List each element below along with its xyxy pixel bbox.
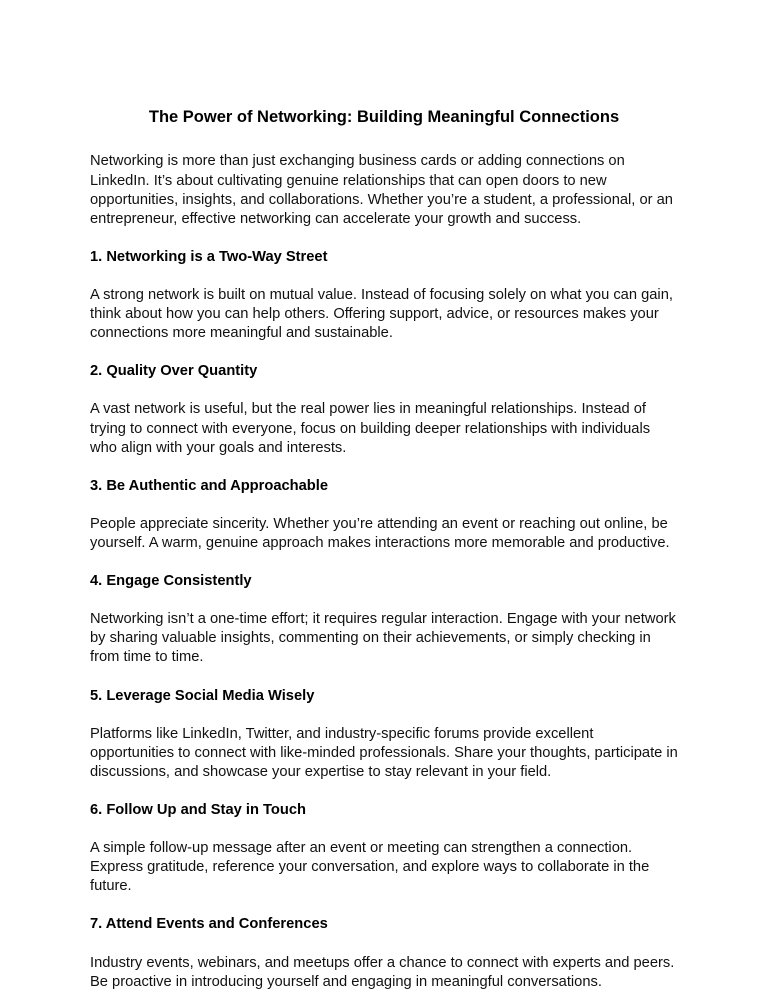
section-heading-1: 1. Networking is a Two-Way Street [90,248,328,265]
section-body-3: People appreciate sincerity. Whether you’re attending an event or reaching out online, be yourself. A warm, genuine approach makes interactions more memorable and productive. [90,515,670,551]
section-heading-5: 5. Leverage Social Media Wisely [90,687,315,704]
section-body-7: Industry events, webinars, and meetups offer a chance to connect with experts and peers. Be proactive in introducing yourself and engaging in meaningful conversations. [90,954,675,990]
section-heading-6: 6. Follow Up and Stay in Touch [90,801,306,818]
intro-paragraph: Networking is more than just exchanging business cards or adding connections on LinkedIn. It’s about cultivating genuine relationships that can open doors to new opportunities, insights, and collaborations. Whether you’re a student, a professional, or an entrepreneur, effective networking can accelerate your growth and success. [90,153,673,227]
section-body-5: Platforms like LinkedIn, Twitter, and industry-specific forums provide excellent opportunities to connect with like-minded professionals. Share your thoughts, participate in discussions, and showcase your expertise to stay relevant in your field. [90,725,678,780]
document-title: The Power of Networking: Building Meaningful Connections [148,108,620,126]
section-body-1: A strong network is built on mutual value. Instead of focusing solely on what you can gain, think about how you can help others. Offering support, advice, or resources makes your connections more meaningful and sustainable. [90,286,673,342]
section-body-6: A simple follow-up message after an event or meeting can strengthen a connection. Express gratitude, reference your conversation, and explore ways to collaborate in the future. [90,840,650,895]
section-heading-7: 7. Attend Events and Conferences [90,916,328,933]
section-heading-2: 2. Quality Over Quantity [90,363,258,380]
section-heading-4: 4. Engage Consistently [90,573,252,590]
section-body-4: Networking isn’t a one-time effort; it requires regular interaction. Engage with your network by sharing valuable insights, commenting on their achievements, or simply checking in from time to time. [90,611,676,666]
section-body-2: A vast network is useful, but the real power lies in meaningful relationships. Instead of trying to connect with everyone, focus on building deeper relationships with individuals who align with your goals and interests. [90,401,651,456]
section-heading-3: 3. Be Authentic and Approachable [90,477,329,494]
